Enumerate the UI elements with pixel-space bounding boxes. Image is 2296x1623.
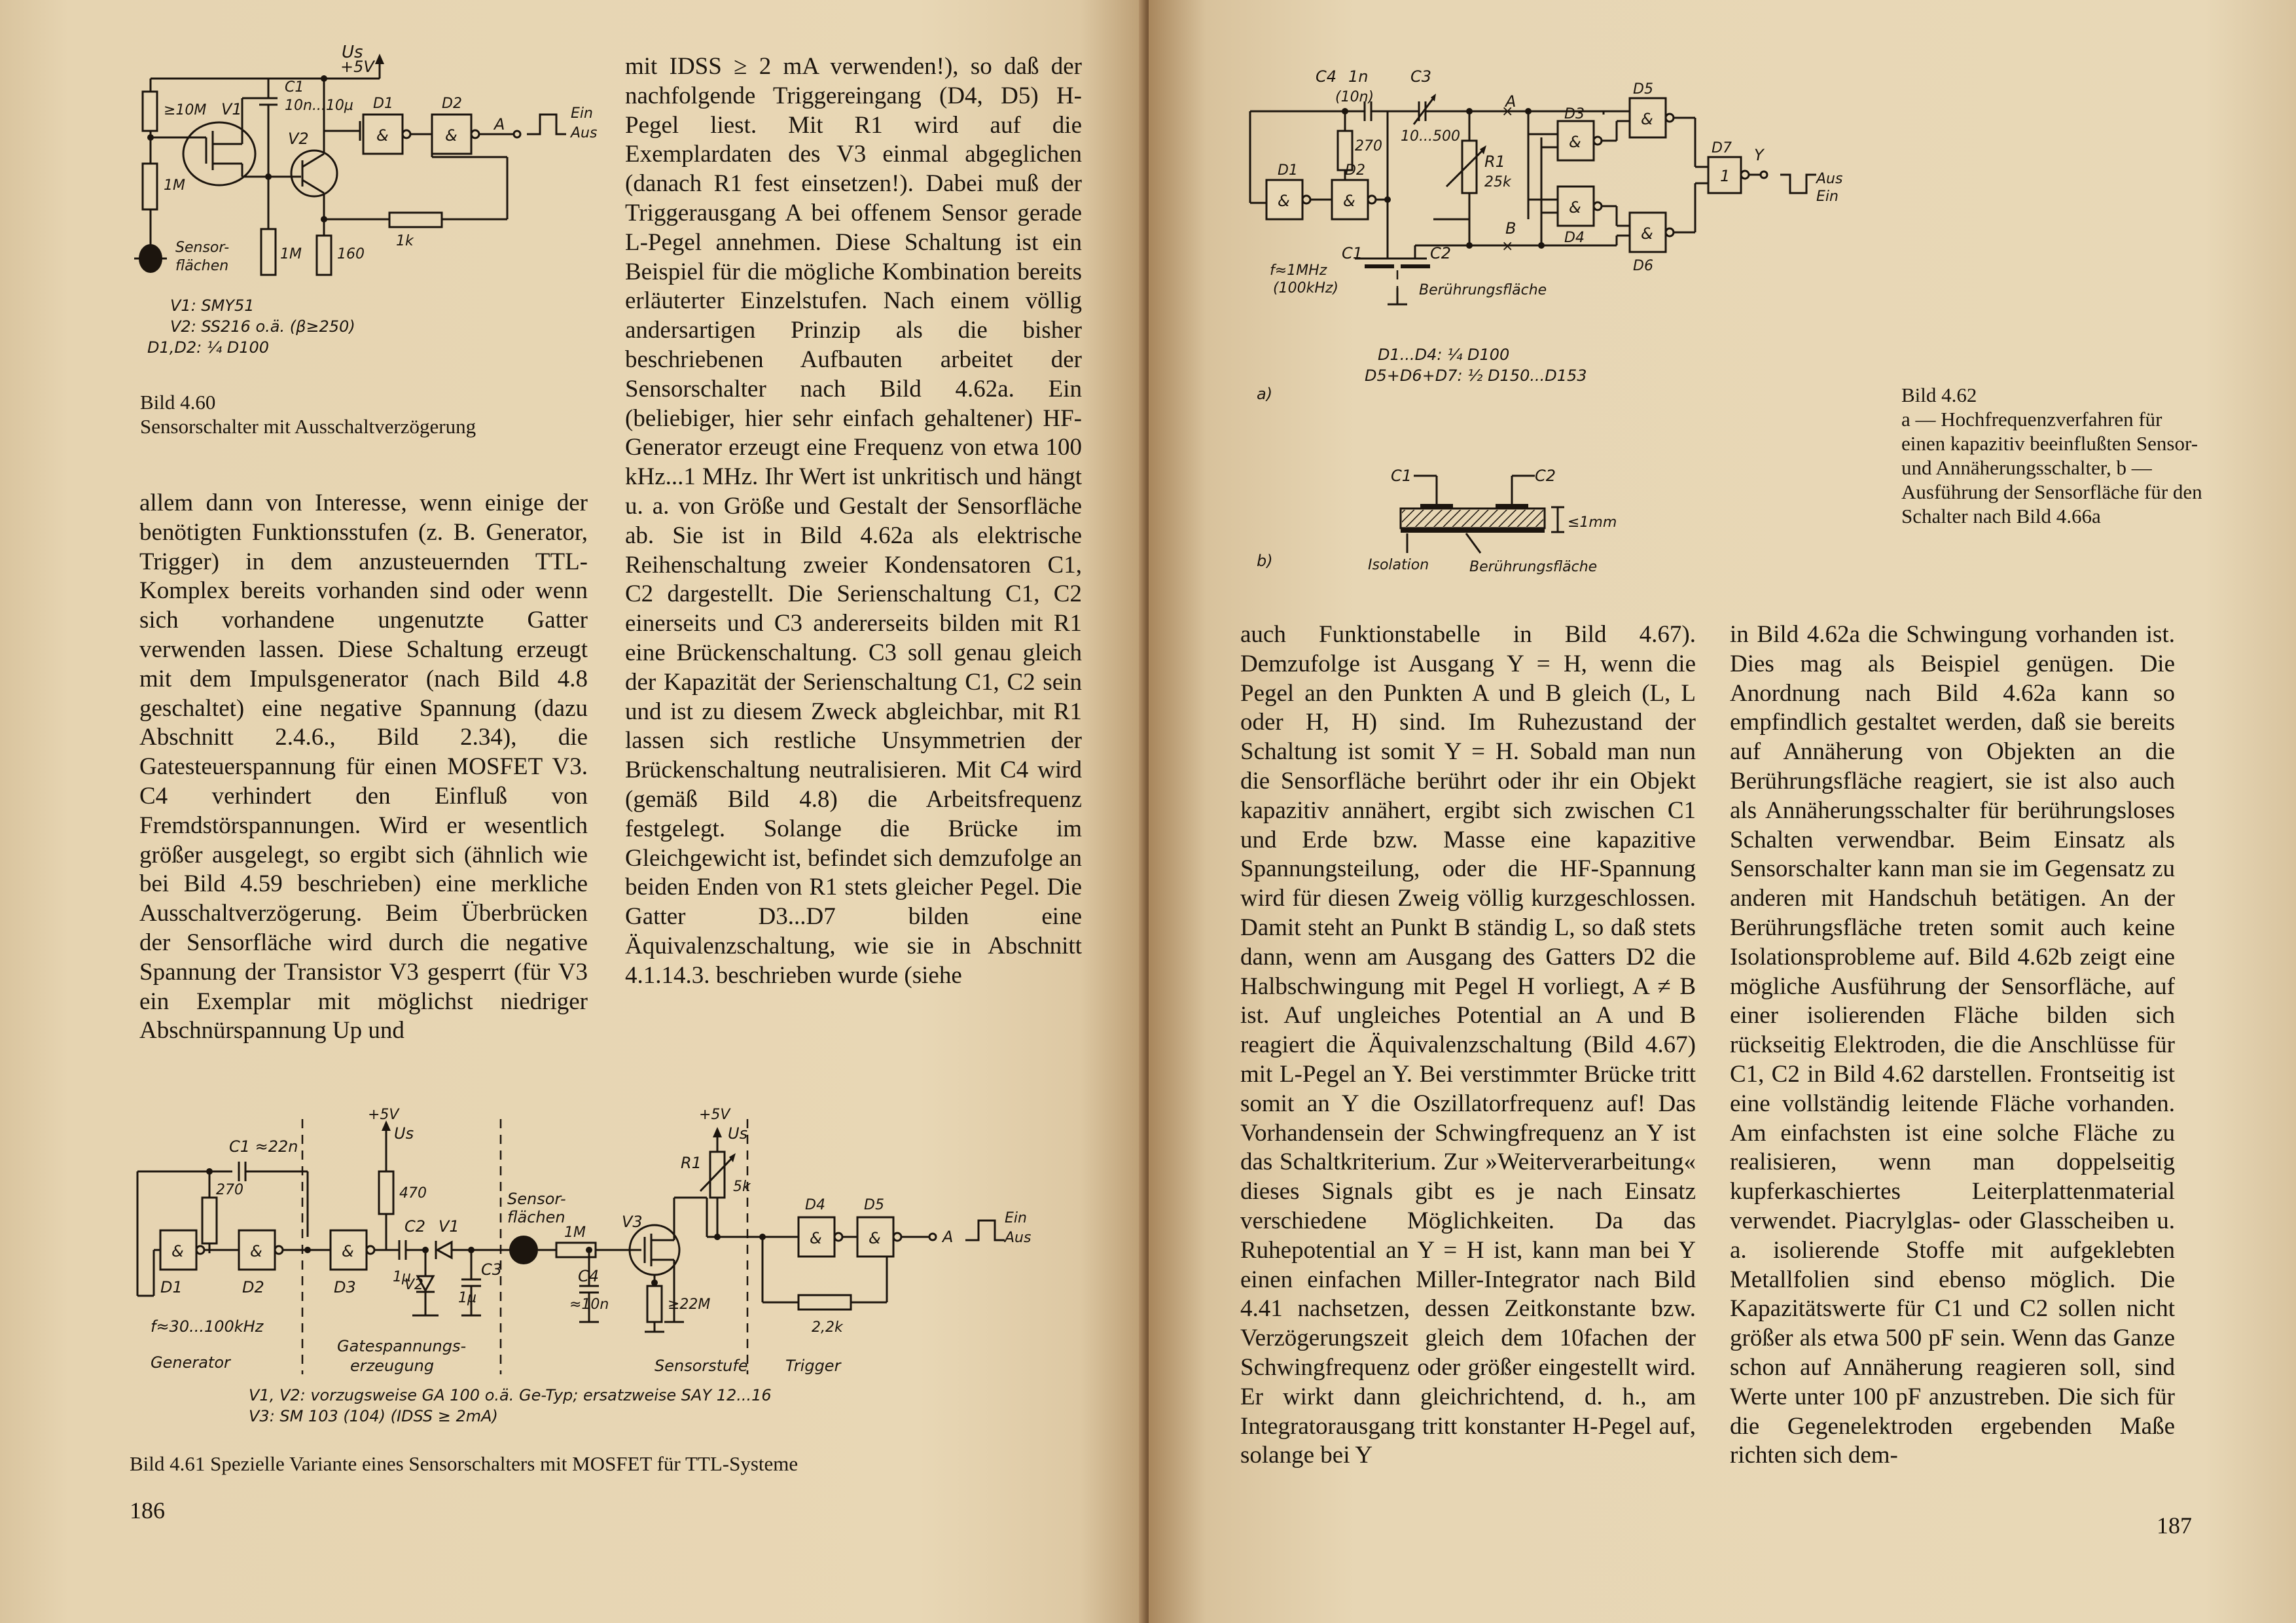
fig461-d1: D1 (160, 1278, 183, 1296)
fig462-r1: R1 (1484, 152, 1505, 171)
fig462-d4: D4 (1564, 230, 1585, 246)
right-page (1149, 0, 2296, 1623)
fig462-a: A (1505, 92, 1516, 111)
fig462-ein: Ein (1816, 188, 1839, 205)
fig461-r270-label: 270 (216, 1182, 243, 1198)
fig461-c2: C2 (404, 1217, 426, 1236)
figure-4-61-schematic (124, 1106, 1067, 1446)
fig460-r1k (389, 213, 442, 227)
fig460-c1: C1 (285, 79, 304, 96)
page-number-left: 186 (130, 1497, 165, 1524)
fig461-section-trigger: Trigger (785, 1357, 841, 1375)
fig462-aus: Aus (1816, 171, 1843, 187)
fig462-gate-d4-symbol: & (1569, 198, 1581, 217)
fig461-c1: C1 ≈22n (229, 1137, 298, 1156)
fig462-c2: C2 (1430, 244, 1452, 262)
fig462-sub-b: b) (1257, 552, 1273, 570)
fig461-c2-value: 1µ (393, 1269, 411, 1285)
fig460-gate-d2-symbol: & (445, 126, 457, 145)
fig461-parts-1: V1, V2: vorzugsweise GA 100 o.ä. Ge-Typ; ersatzweise SAY 12...16 (249, 1386, 772, 1404)
figure-4-61-number: Bild 4.61 (130, 1452, 206, 1475)
fig462-output-pulse (1780, 175, 1816, 193)
fig461-plus5v-a: +5V (368, 1107, 399, 1123)
fig460-output-pulse (527, 115, 566, 134)
fig461-c4-value: ≈10n (569, 1296, 609, 1313)
fig462b-touch: Berührungsfläche (1469, 559, 1598, 575)
fig462-d1: D1 (1278, 162, 1298, 179)
fig460-r1m-b-label: 1M (280, 246, 302, 262)
fig462-c4: C4 (1316, 67, 1337, 86)
fig461-r270 (202, 1198, 217, 1243)
fig461-c3-value: 1µ (458, 1290, 476, 1306)
fig461-section-generator: Generator (151, 1353, 230, 1372)
fig460-parts-v1: V1: SMY51 (170, 296, 255, 315)
fig462-r25k: 25k (1484, 174, 1511, 190)
fig462-c3: C3 (1410, 67, 1432, 86)
figure-4-62b-sensor-plate (1237, 455, 1793, 586)
figure-4-60-caption (140, 390, 565, 438)
fig461-section-gate2: erzeugung (350, 1357, 435, 1375)
fig461-d3: D3 (334, 1278, 356, 1296)
fig461-parts-2: V3: SM 103 (104) (IDSS ≥ 2mA) (249, 1407, 498, 1425)
fig462b-c1: C1 (1391, 467, 1412, 485)
fig462-b: B (1505, 219, 1516, 238)
fig460-r1m-a (143, 164, 157, 209)
fig462-c3-value: 10...500 (1401, 128, 1460, 145)
fig461-c4: C4 (578, 1267, 600, 1285)
figure-4-62-caption (1901, 383, 2209, 528)
fig460-r1m-b (261, 229, 276, 275)
fig462-parts-1: D1...D4: ¼ D100 (1378, 346, 1510, 364)
left-column-1-paragraph: allem dann von Interesse, wenn einige der benötigten Funktionsstufen (z. B. Generator, Trigger) in dem anzusteuernden TTL-Komplex bereits vorhanden sind oder wenn sich vorhandene ungenutzte Gatter verwenden lassen. Diese Schaltung erzeugt mit dem Impulsgenerator (nach Bild 4.8 geschaltet) eine negative Spannung (dazu Abschnitt 2.4.6., Bild 2.34), die Gatesteuerspannung für einen MOSFET V3. C4 verhindert den Einfluß von Fremdstörspannungen. Wird er wesentlich größer ausgelegt, so ergibt sich (ähnlich wie bei Bild 4.59 beschrieben) eine merkliche Ausschaltverzögerung. Beim Überbrücken der Sensorfläche wird durch die negative Spannung der Transistor V3 gesperrt (für V3 ein Exemplar mit möglichst niedriger Abschnürspannung Up und (139, 490, 588, 1044)
fig460-aus: Aus (571, 125, 598, 141)
fig462-sub-a: a) (1257, 385, 1273, 403)
figure-4-61-caption (130, 1452, 1079, 1476)
right-column-2-text (1730, 620, 2175, 1471)
fig460-parts-v2: V2: SS216 o.ä. (β≥250) (170, 317, 355, 336)
fig461-sensor1: Sensor- (507, 1190, 566, 1208)
fig462-d5: D5 (1633, 81, 1653, 98)
fig461-r1: R1 (681, 1154, 702, 1172)
fig461-r5k: 5k (733, 1179, 751, 1195)
right-column-1-text (1240, 620, 1696, 1471)
fig461-r22k (798, 1295, 851, 1310)
fig461-sensor-pads (509, 1236, 538, 1264)
fig461-r470 (379, 1171, 393, 1214)
fig461-v2: V2 (404, 1277, 424, 1293)
figure-4-61-caption-text: Spezielle Variante eines Sensorschalters mit MOSFET für TTL-Systeme (210, 1452, 798, 1475)
right-column-2-paragraph: in Bild 4.62a die Schwingung vorhanden ist. Dies mag als Beispiel genügen. Die Anordnung nach Bild 4.62a kann so empfindlich gestaltet werden, daß sie bereits auf Annäherung von Objekten an die Berührungsfläche reagiert, sie ist also auch als Annäherungsschalter für berührungsloses Schalten verwendbar. Beim Einsatz als Sensorschalter kann man sie im Gegensatz zu anderen mit Handschuh betätigen. An der Berührungsfläche treten somit auch keine Isolationsprobleme auf. Bild 4.62b zeigt eine mögliche Ausführung der Sensorfläche, auf einer isolierenden Fläche bilden sich rückseitig Elektroden, die die Anschlüsse für C1, C2 in Bild 4.62 darstellen. Frontseitig ist eine vollständig leitende Fläche vorhanden. Am einfachsten ist eine solche Fläche zu realisieren, wenn man doppelseitig kupferkaschiertes Leiterplattenmaterial verwendet. Piacrylglas- oder Glasscheiben u. a. isolierende Stoffe mit aufgeklebten Metallfolien sind ebenso möglich. Die Kapazitätswerte für C1 und C2 sollen nicht größer als etwa 500 pF sein. Wenn das Ganze schon auf Annäherung reagieren soll, sind Werte unter 100 pF anzustreben. Die sich für die Gegenelektroden ergebenden Maße richten sich dem- (1730, 621, 2175, 1469)
fig461-gate-d3-symbol: & (342, 1242, 354, 1260)
fig460-sensor2: flächen (175, 258, 229, 274)
fig462-gate-d5-symbol: & (1641, 110, 1653, 128)
fig460-v2-transistor (291, 151, 337, 196)
fig460-r160 (317, 236, 331, 275)
fig462-r270-label: 270 (1355, 138, 1382, 154)
fig460-d2: D2 (442, 96, 462, 112)
fig461-section-gate1: Gatespannungs- (337, 1337, 467, 1355)
left-column-2-paragraph: mit IDSS ≥ 2 mA verwenden!), so daß der nachfolgende Triggereingang (D4, D5) H-Pegel liest. Mit R1 wird auf die Exemplardaten des V3 einmal abgeglichen (danach R1 fest einsetzen!). Dabei muß der Triggerausgang A bei offenem Sensor gerade L-Pegel annehmen. Diese Schaltung ist ein Beispiel für die mögliche Kombination bereits erläuterter Einzelstufen. Nach einem völlig andersartigen Prinzip als die bisher beschriebenen Aufbauten arbeitet der Sensorschalter nach Bild 4.62a. Ein (beliebiger, hier sehr einfach gehaltener) HF-Generator erzeugt eine Frequenz von etwa 100 kHz...1 MHz. Ihr Wert ist unkritisch und hängt u. a. von Größe und Gestalt der Sensorfläche ab. Sie ist in Bild 4.62a als elektrische Reihenschaltung zweier Kondensatoren C1, C2 dargestellt. Die Serienschaltung C1, C2 einerseits und C3 andererseits bilden mit R1 eine Brückenschaltung. C3 soll genau gleich der Kapazität der Serienschaltung C1, C2 sein und ist zu diesem Zweck abgleichbar, mit R1 lassen sich restliche Unsymmetrien der Brückenschaltung neutralisieren. Mit C4 wird (gemäß Bild 4.8) die Arbeitsfrequenz festgelegt. Solange die Brücke im Gleichgewicht ist, befindet sich demzufolge an beiden Enden von R1 stets gleicher Pegel. Die Gatter D3...D7 bilden eine Äquivalenzschaltung, wie sie in Abschnitt 4.1.14.3. beschrieben wurde (siehe (625, 53, 1082, 989)
fig462-d6: D6 (1633, 258, 1653, 274)
fig461-output-a: A (942, 1228, 954, 1246)
fig461-r1m-label: 1M (564, 1224, 586, 1241)
fig460-sensor1: Sensor- (175, 240, 230, 256)
fig462-c4-value-alt: (10n) (1335, 89, 1374, 105)
fig461-plus5v-b: +5V (699, 1107, 730, 1123)
fig462-freq-2: (100kHz) (1273, 280, 1338, 296)
fig460-plus5v: +5V (340, 58, 374, 76)
figure-4-60-schematic (131, 43, 615, 373)
fig461-gate-d2-symbol: & (250, 1242, 262, 1260)
fig462-parts-2: D5+D6+D7: ½ D150...D153 (1365, 366, 1587, 385)
fig462-c4-value: 1n (1348, 67, 1369, 86)
fig461-r22m (647, 1286, 662, 1322)
fig461-gate-d1-symbol: & (171, 1242, 184, 1260)
fig462-cross-b: × (1501, 238, 1514, 255)
left-column-1-text (139, 489, 588, 1046)
fig460-gate-d1-symbol: & (376, 126, 389, 145)
fig461-d5: D5 (864, 1197, 884, 1213)
fig461-r470-label: 470 (399, 1185, 427, 1202)
fig461-diode-v1 (437, 1242, 452, 1258)
fig461-gate-d5-symbol: & (869, 1229, 881, 1247)
fig460-r10m (143, 92, 157, 131)
fig460-us: Us (342, 43, 363, 62)
fig462-c1: C1 (1342, 244, 1363, 262)
fig461-aus: Aus (1005, 1230, 1031, 1246)
fig461-us-a: Us (394, 1124, 414, 1143)
fig460-c1-value: 10n...10µ (285, 98, 353, 114)
fig462-gate-d7-symbol: 1 (1720, 167, 1731, 185)
fig461-sensor2: flächen (507, 1208, 565, 1226)
fig462b-c2: C2 (1535, 467, 1556, 485)
fig462-gate-d1-symbol: & (1278, 192, 1290, 210)
fig461-gate-d4-symbol: & (810, 1229, 822, 1247)
fig461-v3: V3 (622, 1213, 643, 1231)
fig462-gate-d3-symbol: & (1569, 133, 1581, 151)
fig462-cross-a: × (1501, 103, 1514, 120)
fig461-d2: D2 (242, 1278, 264, 1296)
fig462-y: Y (1754, 146, 1764, 164)
fig460-output-a: A (494, 115, 505, 134)
fig460-d1: D1 (373, 96, 393, 112)
fig460-ein: Ein (571, 105, 593, 122)
fig462-d2: D2 (1345, 162, 1365, 179)
left-column-2-text (625, 52, 1082, 991)
fig461-ein: Ein (1005, 1210, 1027, 1226)
fig461-r22k-label: 2,2k (812, 1319, 843, 1336)
fig461-d4: D4 (805, 1197, 825, 1213)
fig462-d7: D7 (1712, 140, 1732, 156)
fig460-v2: V2 (288, 130, 309, 148)
fig461-frequency: f≈30...100kHz (151, 1317, 264, 1336)
fig462-r1-pot (1462, 141, 1477, 193)
figure-4-62-caption-text: a — Hochfrequenzverfahren für einen kapazitiv beeinflußten Sensor- und Annäherungsschalter, b — Ausführung der Sensorfläche für den Schalter nach Bild 4.66a (1901, 408, 2202, 527)
fig461-r22m-label: ≥22M (668, 1296, 711, 1313)
figure-4-60-number: Bild 4.60 (140, 391, 216, 414)
fig462-gate-d2-symbol: & (1343, 192, 1355, 210)
fig460-parts-d: D1,D2: ¼ D100 (147, 338, 270, 357)
fig460-r10m-label: ≥10M (164, 102, 207, 118)
figure-4-62a-schematic (1237, 62, 1970, 402)
fig460-r1m-a-label: 1M (164, 177, 185, 194)
fig462b-thickness: ≤1mm (1568, 514, 1617, 531)
figure-4-62-number: Bild 4.62 (1901, 383, 1977, 406)
fig462b-isolation: Isolation (1368, 557, 1429, 573)
fig461-output-pulse (965, 1221, 1005, 1240)
fig460-r1k-label: 1k (396, 233, 414, 249)
right-column-1-paragraph: auch Funktionstabelle in Bild 4.67). Demzufolge ist Ausgang Y = H, wenn die Pegel an den Punkten A und B gleich (L, L oder H, H) sind. Im Ruhezustand der Schaltung ist somit Y = H. Sobald man nun die Sensorfläche berührt oder ihr ein Objekt kapazitiv annähert, ergibt sich zwischen C1 und Erde bzw. Masse eine kapazitive Spannungsteilung, oder die HF-Spannung wird für diesen Zweig völlig kurzgeschlossen. Damit steht an Punkt B ständig L, so daß stets dann, wenn am Ausgang des Gatters D2 die Halbschwingung mit Pegel H vorliegt, A ≠ B ist. Auf ungleiches Potential an A und B reagiert die Äquivalenzschaltung (Bild 4.67) mit L-Pegel an Y. Bei verstimmter Brücke tritt somit an Y die Oszillatorfrequenz auf! Das Vorhandensein der Schwingfrequenz an Y ist das Schaltkriterium. Zur »Weiterverarbeitung« dieses Signals gibt es je nach Einsatz verschiedene Möglichkeiten. Da das Ruhepotential an Y = H ist, kann man bei Y einen einfachen Miller-Integrator nach Bild 4.41 nachsetzen, dessen Zeitkonstante bzw. Verzögerungszeit gleich dem 10fachen der Schwingfrequenz oder größer eingestellt wird. Er wirkt dann gleichrichtend, d. h., am Integratorausgang tritt konstanter H-Pegel auf, solange bei Y (1240, 621, 1696, 1469)
fig462-d3: D3 (1564, 106, 1585, 122)
fig462-touch-a: Berührungsfläche (1419, 282, 1547, 298)
figure-4-60-caption-text: Sensorschalter mit Ausschaltverzögerung (140, 415, 476, 438)
fig461-section-sensor: Sensorstufe (655, 1357, 748, 1375)
fig460-r160-label: 160 (337, 246, 365, 262)
fig461-v1: V1 (439, 1217, 459, 1236)
fig461-us-b: Us (728, 1124, 748, 1143)
fig460-v1: V1 (221, 100, 242, 118)
fig461-c3: C3 (481, 1260, 503, 1279)
fig462-freq-1: f≈1MHz (1270, 262, 1327, 279)
page-number-right: 187 (2157, 1512, 2192, 1539)
fig462-gate-d6-symbol: & (1641, 224, 1653, 243)
